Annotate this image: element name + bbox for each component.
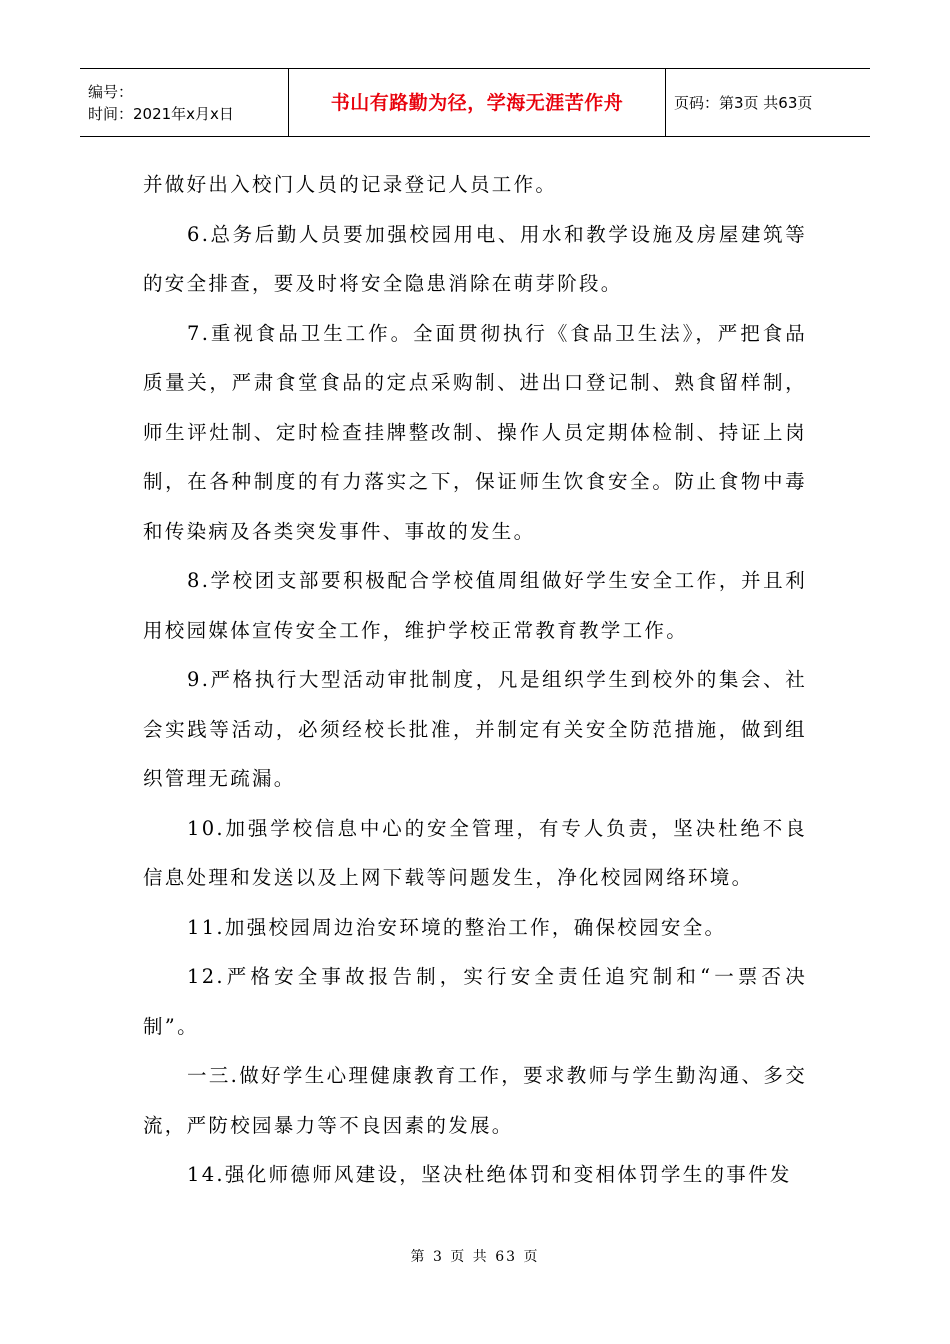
- paragraph: 6.总务后勤人员要加强校园用电、用水和教学设施及房屋建筑等的安全排查，要及时将安全隐患消除在萌芽阶段。: [143, 222, 807, 295]
- header-motto-cell: [289, 69, 666, 136]
- page-header: [80, 68, 870, 137]
- page-footer: 第 3 页 共 63 页: [410, 1249, 540, 1265]
- header-page-cell: [666, 69, 870, 136]
- paragraph: 14.强化师德师风建设，坚决杜绝体罚和变相体罚学生的事件发: [187, 1163, 792, 1186]
- paragraph: 9.严格执行大型活动审批制度，凡是组织学生到校外的集会、社会实践等活动，必须经校长批准，并制定有关安全防范措施，做到组织管理无疏漏。: [143, 668, 807, 790]
- header-motto: 书山有路勤为径，学海无涯苦作舟: [330, 91, 624, 114]
- paragraph: 11.加强校园周边治安环境的整治工作，确保校园安全。: [187, 915, 727, 939]
- document-date: 时间：2021年x月x日: [88, 104, 234, 123]
- document-number-label: 编号：: [88, 82, 134, 101]
- paragraph: 一三.做好学生心理健康教育工作，要求教师与学生勤沟通、多交流，严防校园暴力等不良因素的发展。: [143, 1064, 807, 1137]
- header-page-info: 页码：第3页 共63页: [674, 93, 813, 112]
- header-meta: [80, 69, 289, 136]
- paragraph: 12.严格安全事故报告制，实行安全责任追究制和“一票否决制”。: [143, 965, 807, 1038]
- paragraph: 8.学校团支部要积极配合学校值周组做好学生安全工作，并且利用校园媒体宣传安全工作，维护学校正常教育教学工作。: [143, 569, 807, 642]
- paragraph: 7.重视食品卫生工作。全面贯彻执行《食品卫生法》，严把食品质量关，严肃食堂食品的定点采购制、进出口登记制、熟食留样制，师生评灶制、定时检查挂牌整改制、操作人员定期体检制、持证上岗制，在各种制度的有力落实之下，保证师生饮食安全。防止食物中毒和传染病及各类突发事件、事故的发生。: [143, 321, 807, 543]
- document-body: [143, 160, 807, 1200]
- paragraph: 10.加强学校信息中心的安全管理，有专人负责，坚决杜绝不良信息处理和发送以及上网下载等问题发生，净化校园网络环境。: [143, 816, 807, 889]
- paragraph: 并做好出入校门人员的记录登记人员工作。: [143, 173, 558, 196]
